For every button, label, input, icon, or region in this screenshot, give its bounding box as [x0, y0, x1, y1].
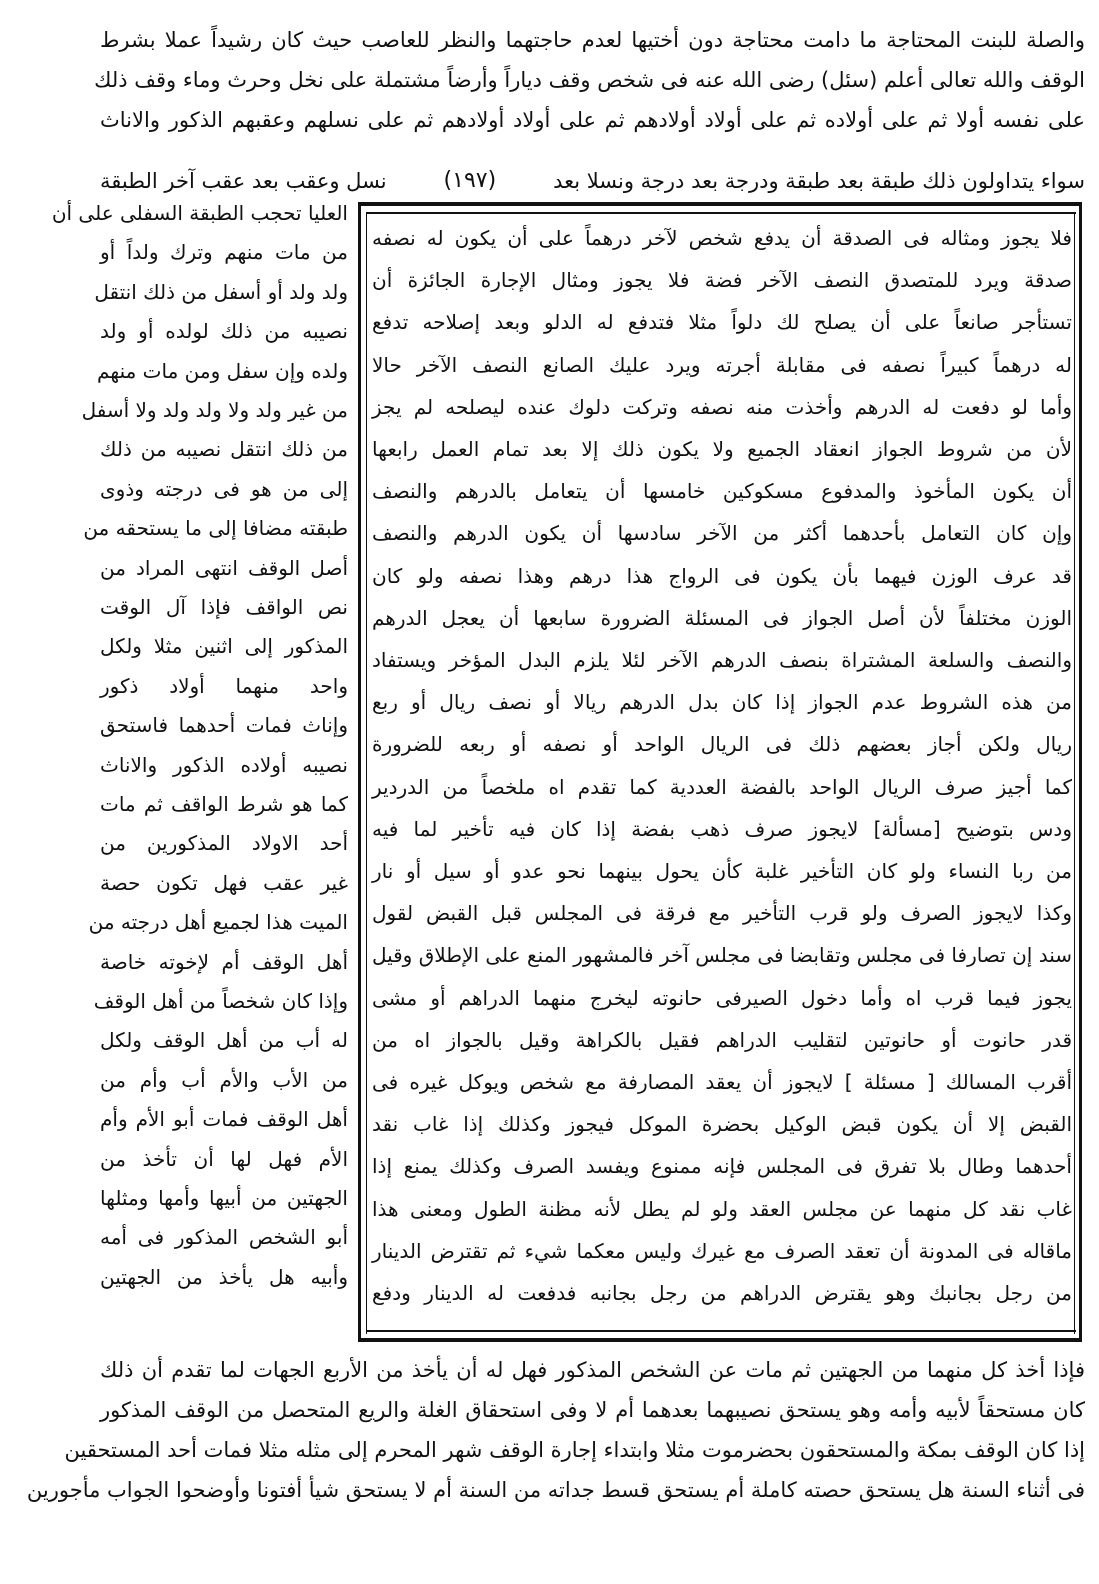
text-line: من هذه الشروط عدم الجواز إذا كان بدل الدرهم ريالا أو نصف ريال أو ربع [372, 690, 1072, 715]
text-line: الوزن مختلفاً لأن أصل الجواز فى المسئلة الضرورة سابعها أن يعجل الدرهم [372, 605, 1072, 630]
text-line: والنصف والسلعة المشتراة بنصف الدرهم الآخر لئلا يلزم البدل المؤخر ويستفاد [372, 648, 1072, 672]
text-line: لأن من شروط الجواز انعقاد الجميع ولا يكون ذلك إلا بعد تمام العمل رابعها [372, 437, 1072, 461]
text-line: كان مستحقاً لأبيه وأمه وهو يستحق نصيبهما بعدهما أم لا وفى استحقاق الغلة والريع المتحصل من الوقف المذكور [100, 1398, 1085, 1422]
text-line: الجهتين من أبيها وأمها ومثلها [100, 1186, 348, 1210]
text-line: وإناث فمات أحدهما فاستحق [100, 713, 348, 738]
text-line: وأما لو دفعت له الدرهم وأخذت منه نصفه وتركت دلوك عنده ليصلحه لم يجز [372, 394, 1072, 419]
box-right-rule [1079, 202, 1082, 1342]
top-line-4-right: سواء يتداولون ذلك طبقة بعد طبقة ودرجة بعد درجة ونسلا بعد [553, 168, 1085, 193]
text-line: من رجل بجانبك وهو يقترض الدراهم من رجل بجانبه فدفعت له الدينار ودفع [372, 1281, 1072, 1305]
page-number: (١٩٧) [443, 168, 497, 193]
text-line: غاب نقد كل منهما عن مجلس العقد ولو لم يطل لأنه مظنة الطول ومعنى هذا [372, 1196, 1072, 1221]
box-top-rule [358, 202, 1082, 206]
text-line: إذا كان الوقف بمكة والمستحقون بحضرموت مثلا وابتداء إجارة الوقف شهر المحرم إلى مثله مثلا فمات أحد المستحقين [64, 1438, 1085, 1462]
text-line: قد عرف الوزن فيهما بأن يكون فى الرواج هذا درهم وهذا نصفه ولو كان [372, 563, 1072, 588]
text-line: أن يكون المأخوذ والمدفوع مسكوكين خامسها أن يتعامل بالدرهم والنصف [372, 479, 1072, 504]
text-line: ريال ولكن أجاز بعضهم ذلك فى الريال الواحد أو نصفه أو ربعه للضرورة [372, 732, 1072, 757]
text-line: القبض إلا أن يكون قبض الوكيل بحضرة الموكل فيجوز وكذلك إذا غاب نقد [372, 1112, 1072, 1137]
text-line: يجوز فيما قرب اه وأما دخول الصيرفى حانوته ليخرج منهما الدراهم أو مشى [372, 985, 1072, 1010]
text-line: صدقة ويرد للمتصدق النصف الآخر فضة فلا يجوز ومثال الإجارة الجائزة أن [372, 268, 1072, 293]
text-line: أقرب المسالك [ مسئلة ] لايجوز أن يعقد المصارفة مع شخص ويوكل غيره فى [372, 1070, 1072, 1094]
text-line: فى أثناء السنة هل يستحق حصته كاملة أم يستحق قسط جداته من السنة أم لا يستحق شيأ أفتونا وأوضحوا الجواب مأجورين [26, 1478, 1085, 1502]
text-line: الوقف والله تعالى أعلم (سئل) رضى الله عنه فى شخص وقف دياراً وأرضاً مشتملة على نخل وحرث وماء وقف ذلك [94, 68, 1085, 92]
text-line: له أب من أهل الوقف ولكل [100, 1028, 348, 1053]
text-line: له درهماً كبيراً نصفه فى مقابلة أجرته ويرد عليك الصانع النصف الآخر حالا [372, 352, 1072, 377]
text-line: سند إن تصارفا فى مجلس وتقابضا فى مجلس آخر فالمشهور المنع على الإطلاق وقيل [371, 943, 1072, 968]
text-line: ودس بتوضيح [مسألة] لايجوز صرف ذهب بفضة إذا كان فيه تأخير لما فيه [372, 816, 1072, 841]
text-line: أبو الشخص المذكور فى أمه [100, 1225, 348, 1250]
text-line: فإذا أخذ كل منهما من الجهتين ثم مات عن الشخص المذكور فهل له أن يأخذ من الأربع الجهات لما تقدم أن ذلك [100, 1358, 1085, 1382]
box-left-inner-rule [366, 212, 367, 1334]
text-line: العليا تحجب الطبقة السفلى على أن [51, 201, 348, 225]
text-line: وإن كان التعامل بأحدهما أكثر من الآخر سادسها أن يكون الدرهم والنصف [372, 521, 1072, 546]
text-line: أحد الاولاد المذكورين من [100, 831, 348, 856]
text-line: قدر حانوت أو حانوتين لتقليب الدراهم فقيل بالكراهة وقيل بالجواز اه من [372, 1027, 1072, 1052]
text-line: أصل الوقف انتهى المراد من [100, 555, 348, 580]
box-bottom-rule [358, 1338, 1082, 1342]
box-top-inner-rule [366, 212, 1076, 214]
text-line: نصيبه أولاده الذكور والاناث [100, 752, 348, 777]
text-line: ولده وإن سفل ومن مات منهم [97, 358, 348, 383]
text-line: من غير ولد ولا ولد ولد ولا أسفل [81, 398, 348, 422]
top-line-4-left: نسل وعقب بعد عقب آخر الطبقة [100, 168, 387, 193]
text-line: كما هو شرط الواقف ثم مات [100, 792, 348, 816]
text-line: ماقاله فى المدونة أن تعقد الصرف مع غيرك وليس معكما شيء ثم تقترض الدينار [372, 1238, 1072, 1263]
text-line: إلى من هو فى درجته وذوى [100, 476, 348, 501]
text-line: الأم فهل لها أن تأخذ من [100, 1146, 348, 1171]
text-line: أحدهما وطال بلا تفرق فى المجلس فإنه ممنوع ويفسد الصرف وكذلك يمنع إذا [372, 1154, 1072, 1179]
text-line: وإذا كان شخصاً من أهل الوقف [93, 989, 348, 1013]
text-line: على نفسه أولا ثم على أولاده ثم على أولاد أولادهم ثم على أولاد أولادهم ثم على نسلهم وعقبهم الذكور والاناث [100, 108, 1085, 132]
box-right-inner-rule [1074, 212, 1075, 1334]
text-line: أهل الوقف أم لإخوته خاصة [100, 949, 348, 974]
text-line: من ذلك انتقل نصيبه من ذلك [100, 437, 348, 462]
text-line: نصيبه من ذلك لولده أو ولد [100, 319, 348, 344]
top-line-4 [100, 170, 1085, 192]
box-left-rule [358, 202, 361, 1342]
text-line: وكذا لايجوز الصرف ولو قرب التأخير مع فرقة فى المجلس قبل القبض لقول [372, 901, 1072, 926]
box-bottom-inner-rule [366, 1330, 1076, 1332]
text-line: تستأجر صانعاً على أن يصلح لك دلواً مثلا فتدفع له الدلو وبعد إصلاحه تدفع [372, 310, 1072, 335]
text-line: نص الواقف فإذا آل الوقت [100, 595, 348, 619]
text-line: الميت هذا لجميع أهل درجته من [88, 910, 348, 935]
text-line: وأبيه هل يأخذ من الجهتين [100, 1264, 348, 1289]
text-line: طبقته مضافا إلى ما يستحقه من [83, 516, 348, 541]
text-line: المذكور إلى اثنين مثلا ولكل [100, 634, 348, 659]
text-line: واحد منهما أولاد ذكور [100, 673, 348, 698]
text-line: غير عقب فهل تكون حصة [100, 870, 348, 895]
text-line: من مات منهم وترك ولداً أو [100, 240, 348, 265]
text-line: من الأب والأم أب وأم من [100, 1067, 348, 1092]
text-line: والصلة للبنت المحتاجة ما دامت محتاجة دون أختيها لعدم حاجتهما والنظر للعاصب حيث كان رشيداً عملا بشرط [100, 28, 1085, 52]
text-line: أهل الوقف فمات أبو الأم وأم [100, 1107, 348, 1132]
text-line: ولد ولد أو أسفل من ذلك انتقل [94, 279, 348, 304]
text-line: من ربا النساء ولو كان التأخير غلبة كأن يحول بينهما نحو عدو أو سيل أو نار [372, 859, 1072, 883]
text-line: فلا يجوز ومثاله فى الصدقة أن يدفع شخص لآخر درهماً على أن يكون له نصفه [372, 226, 1072, 250]
text-line: كما أجيز صرف الريال الواحد بالفضة العددية كما تقدم اه ملخصاً من الدردير [372, 774, 1072, 799]
